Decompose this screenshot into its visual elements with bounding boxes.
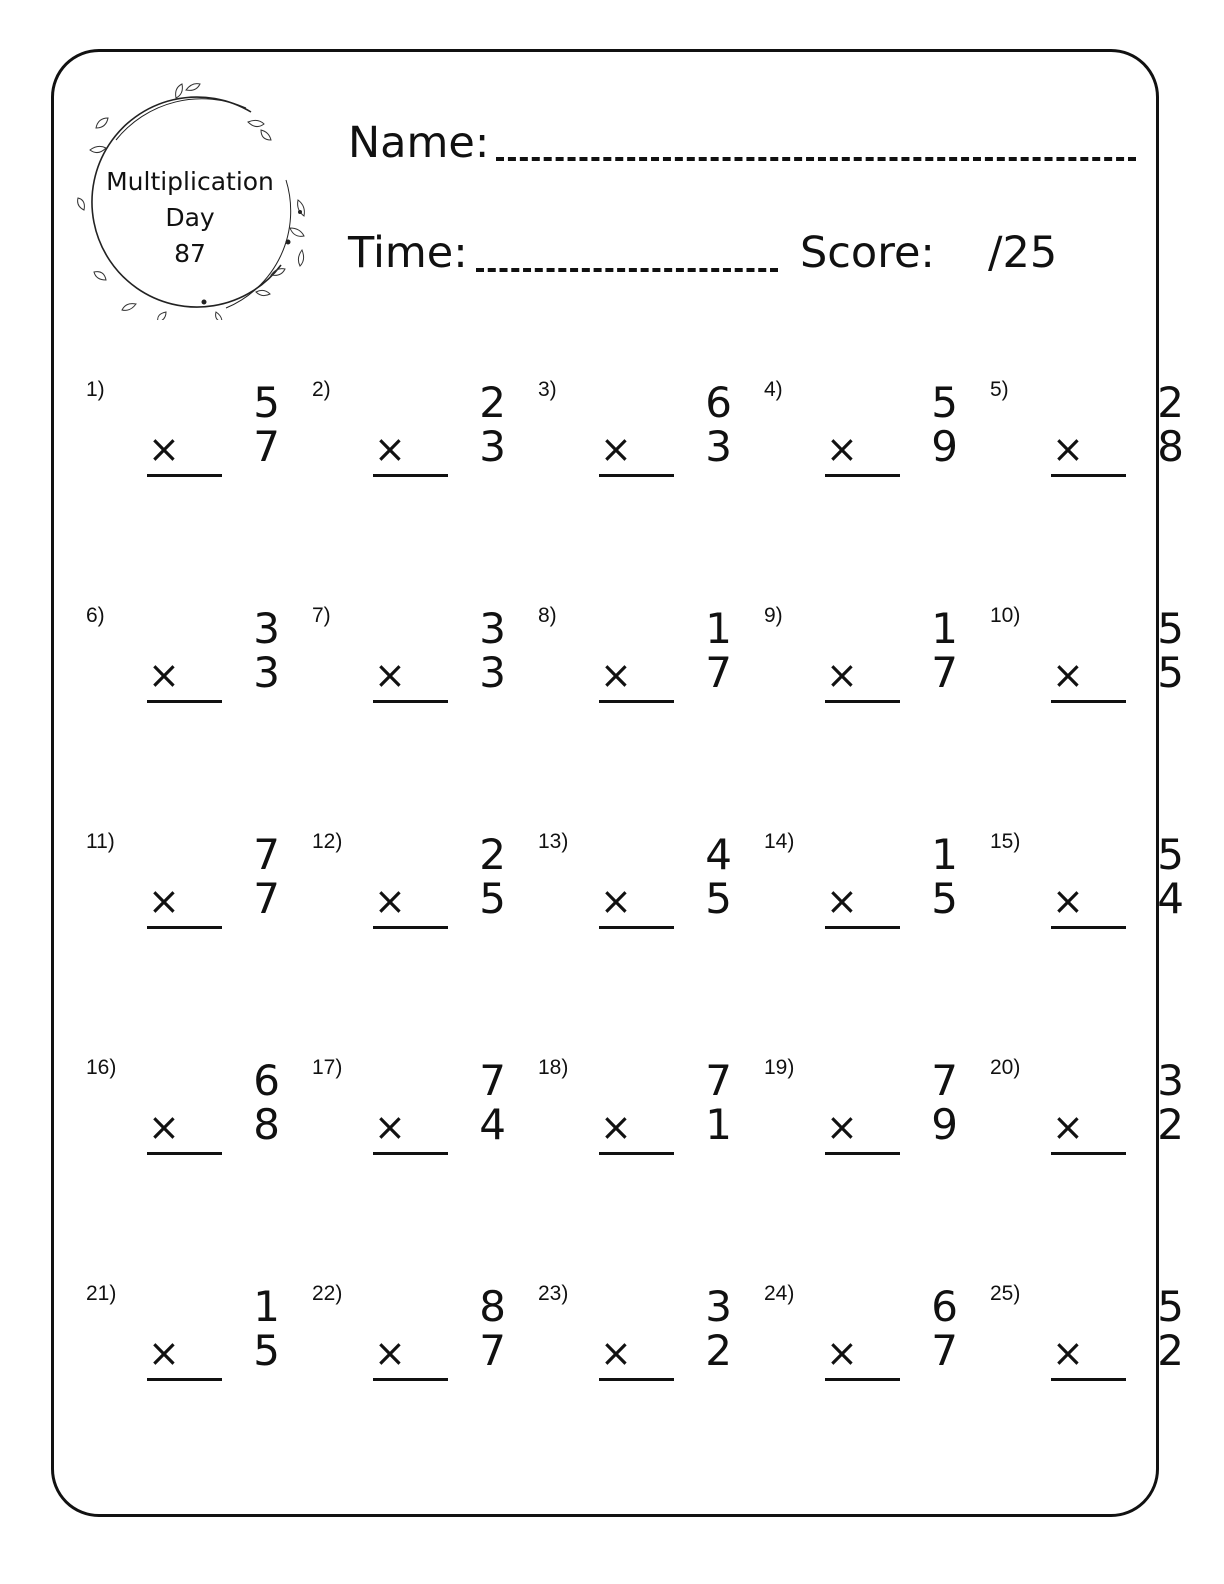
answer-line[interactable] [1051,1378,1126,1381]
problem-number: 10) [990,604,1021,627]
answer-line[interactable] [147,1152,222,1155]
problem-9 [764,604,964,724]
problem-number: 3) [538,378,557,401]
answer-line[interactable] [373,926,448,929]
multiplier: 4 [1157,874,1184,923]
multiplicand: 2 [1157,378,1184,427]
multiplier: 9 [931,1100,958,1149]
badge-day-label: Day [165,203,215,232]
multiplier: 7 [931,648,958,697]
problem-18 [538,1056,738,1176]
multiplier: 5 [1157,648,1184,697]
multiplier: 7 [479,1326,506,1375]
problem-number: 21) [86,1282,117,1305]
multiplier: 2 [705,1326,732,1375]
problem-4 [764,378,964,498]
problem-12 [312,830,512,950]
times-sign: × [826,879,858,923]
name-label: Name: [348,118,490,168]
problem-10 [990,604,1190,724]
multiplier: 8 [253,1100,280,1149]
multiplier: 3 [479,422,506,471]
multiplier: 9 [931,422,958,471]
answer-line[interactable] [147,700,222,703]
multiplicand: 7 [479,1056,506,1105]
answer-line[interactable] [373,474,448,477]
problem-number: 6) [86,604,105,627]
problem-23 [538,1282,738,1402]
score-label: Score: [800,228,935,278]
problem-number: 19) [764,1056,795,1079]
multiplier: 3 [705,422,732,471]
multiplier: 3 [479,648,506,697]
multiplier: 8 [1157,422,1184,471]
multiplier: 5 [705,874,732,923]
problem-number: 7) [312,604,331,627]
times-sign: × [826,427,858,471]
answer-line[interactable] [1051,1152,1126,1155]
multiplier: 7 [705,648,732,697]
times-sign: × [374,427,406,471]
problem-20 [990,1056,1190,1176]
problem-7 [312,604,512,724]
times-sign: × [1052,653,1084,697]
answer-line[interactable] [599,700,674,703]
problem-number: 24) [764,1282,795,1305]
problem-15 [990,830,1190,950]
score-total: /25 [988,228,1058,278]
times-sign: × [1052,427,1084,471]
times-sign: × [826,1105,858,1149]
problem-number: 22) [312,1282,343,1305]
multiplier: 7 [931,1326,958,1375]
problem-17 [312,1056,512,1176]
worksheet-badge [80,164,300,272]
multiplicand: 1 [931,830,958,879]
answer-line[interactable] [147,1378,222,1381]
problem-11 [86,830,286,950]
times-sign: × [374,653,406,697]
multiplier: 7 [253,874,280,923]
multiplicand: 8 [479,1282,506,1331]
problem-number: 9) [764,604,783,627]
answer-line[interactable] [1051,700,1126,703]
problem-3 [538,378,738,498]
answer-line[interactable] [373,1152,448,1155]
times-sign: × [826,653,858,697]
problem-19 [764,1056,964,1176]
multiplicand: 5 [1157,830,1184,879]
multiplicand: 3 [1157,1056,1184,1105]
times-sign: × [148,653,180,697]
time-field[interactable] [476,268,778,272]
answer-line[interactable] [147,474,222,477]
problem-number: 12) [312,830,343,853]
problem-2 [312,378,512,498]
answer-line[interactable] [599,1152,674,1155]
times-sign: × [148,427,180,471]
times-sign: × [600,879,632,923]
times-sign: × [826,1331,858,1375]
badge-title: Multiplication [106,167,274,196]
multiplicand: 3 [253,604,280,653]
problem-number: 17) [312,1056,343,1079]
answer-line[interactable] [825,700,900,703]
times-sign: × [374,1105,406,1149]
answer-line[interactable] [825,926,900,929]
multiplier: 7 [253,422,280,471]
problem-number: 20) [990,1056,1021,1079]
problem-number: 14) [764,830,795,853]
problem-number: 16) [86,1056,117,1079]
multiplicand: 6 [931,1282,958,1331]
problem-8 [538,604,738,724]
multiplier: 4 [479,1100,506,1149]
problem-number: 13) [538,830,569,853]
multiplicand: 3 [479,604,506,653]
problem-6 [86,604,286,724]
problem-number: 5) [990,378,1009,401]
multiplicand: 6 [705,378,732,427]
answer-line[interactable] [599,926,674,929]
name-field[interactable] [496,157,1136,161]
multiplicand: 7 [705,1056,732,1105]
multiplier: 5 [931,874,958,923]
times-sign: × [148,879,180,923]
multiplicand: 7 [253,830,280,879]
times-sign: × [600,427,632,471]
multiplier: 3 [253,648,280,697]
problem-number: 8) [538,604,557,627]
multiplicand: 1 [705,604,732,653]
problem-number: 11) [86,830,115,853]
problem-24 [764,1282,964,1402]
answer-line[interactable] [1051,474,1126,477]
multiplicand: 5 [931,378,958,427]
multiplicand: 7 [931,1056,958,1105]
multiplier: 5 [479,874,506,923]
times-sign: × [600,1331,632,1375]
problem-5 [990,378,1190,498]
problem-number: 2) [312,378,331,401]
problem-21 [86,1282,286,1402]
problem-1 [86,378,286,498]
multiplicand: 5 [1157,604,1184,653]
problem-13 [538,830,738,950]
answer-line[interactable] [599,474,674,477]
problem-14 [764,830,964,950]
badge-day-number: 87 [174,239,206,268]
multiplier: 1 [705,1100,732,1149]
answer-line[interactable] [599,1378,674,1381]
problem-16 [86,1056,286,1176]
times-sign: × [374,879,406,923]
answer-line[interactable] [825,474,900,477]
times-sign: × [148,1331,180,1375]
times-sign: × [374,1331,406,1375]
multiplicand: 6 [253,1056,280,1105]
answer-line[interactable] [373,1378,448,1381]
times-sign: × [600,1105,632,1149]
answer-line[interactable] [1051,926,1126,929]
problem-25 [990,1282,1190,1402]
multiplier: 2 [1157,1100,1184,1149]
multiplicand: 1 [253,1282,280,1331]
times-sign: × [1052,1331,1084,1375]
times-sign: × [600,653,632,697]
answer-line[interactable] [373,700,448,703]
answer-line[interactable] [825,1378,900,1381]
times-sign: × [1052,1105,1084,1149]
problem-number: 4) [764,378,783,401]
problem-number: 1) [86,378,105,401]
multiplicand: 5 [1157,1282,1184,1331]
problem-number: 15) [990,830,1021,853]
times-sign: × [148,1105,180,1149]
multiplicand: 2 [479,830,506,879]
multiplicand: 1 [931,604,958,653]
multiplier: 5 [253,1326,280,1375]
multiplicand: 2 [479,378,506,427]
times-sign: × [1052,879,1084,923]
multiplicand: 4 [705,830,732,879]
multiplicand: 5 [253,378,280,427]
multiplicand: 3 [705,1282,732,1331]
multiplier: 2 [1157,1326,1184,1375]
problem-22 [312,1282,512,1402]
problem-number: 23) [538,1282,569,1305]
answer-line[interactable] [825,1152,900,1155]
time-label: Time: [348,228,468,278]
problem-number: 25) [990,1282,1021,1305]
answer-line[interactable] [147,926,222,929]
problem-number: 18) [538,1056,569,1079]
